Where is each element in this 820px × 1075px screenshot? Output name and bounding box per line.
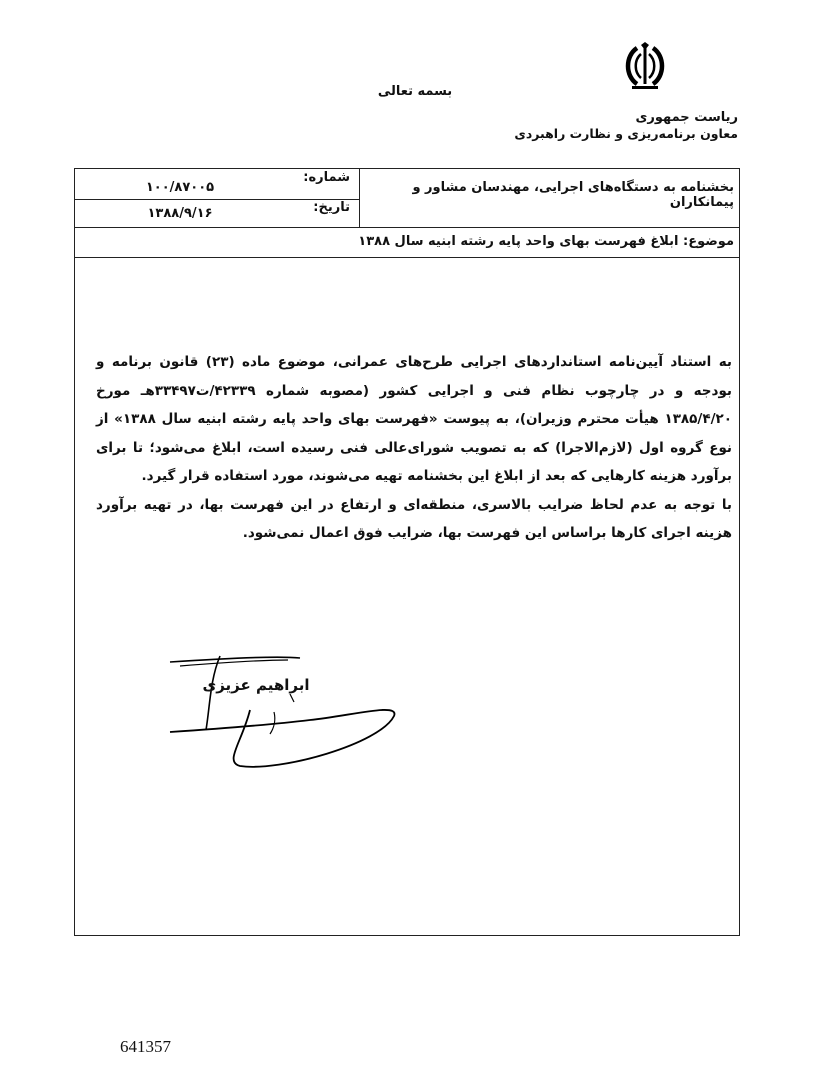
organization-department: معاون برنامه‌ریزی و نظارت راهبردی: [514, 126, 738, 141]
iran-emblem-icon: [622, 42, 668, 92]
header-divider: [75, 227, 739, 228]
document-number: 641357: [120, 1037, 171, 1056]
subject-line: موضوع: ابلاغ فهرست بهای واحد پایه رشته ابنیه سال ۱۳۸۸: [358, 234, 734, 249]
signer-name: ابراهیم عزیزی: [202, 676, 310, 694]
body-highlight: «فهرست بهای واحد پایه رشته ابنیه سال ۱۳۸۸»: [114, 411, 438, 427]
signature-icon: [150, 640, 450, 770]
body-paragraph-2: با توجه به عدم لحاظ ضرایب بالاسری، منطقه‌ای و ارتفاع در این فهرست بها، در تهیه برآورد هزینه اجرای کارها براساس این فهرست بها، ضرایب فوق اعمال نمی‌شود.: [96, 496, 732, 541]
body-paragraph-1: [96, 348, 732, 491]
recipients-line: بخشنامه به دستگاه‌های اجرایی، مهندسان مشاور و پیمانکاران: [412, 180, 734, 210]
body-paragraph-1-part-b: از نوع گروه اول (لازم‌الاجرا) که به تصویب شورای‌عالی فنی رسیده است، ابلاغ می‌شود؛ تا برای برآورد هزینه کارهایی که بعد از ابلاغ این بخشنامه تهیه می‌شوند، مورد استفاده قرار گیرد.: [96, 411, 732, 484]
number-value: ۱۰۰/۸۷۰۰۵: [145, 180, 215, 195]
bismillah-heading: بسمه تعالی: [377, 84, 453, 99]
organization-name: ریاست جمهوری: [635, 110, 738, 125]
number-label: شماره:: [303, 170, 350, 185]
letter-frame: [74, 168, 740, 936]
date-label: تاریخ:: [313, 200, 350, 215]
date-value: ۱۳۸۸/۹/۱۶: [147, 206, 213, 221]
body-paragraph-1-part-a: به استناد آیین‌نامه استانداردهای اجرایی طرح‌های عمرانی، موضوع ماده (۲۳) قانون برنامه و بودجه و در چارچوب نظام فنی و اجرایی کشور (مصوبه شماره ۴۲۳۳۹/ت۳۳۴۹۷هـ مورخ ۱۳۸۵/۴/۲۰ هیأت محترم وزیران)، به پیوست: [96, 354, 733, 427]
subject-divider: [75, 257, 739, 258]
letter-body: [96, 348, 732, 548]
